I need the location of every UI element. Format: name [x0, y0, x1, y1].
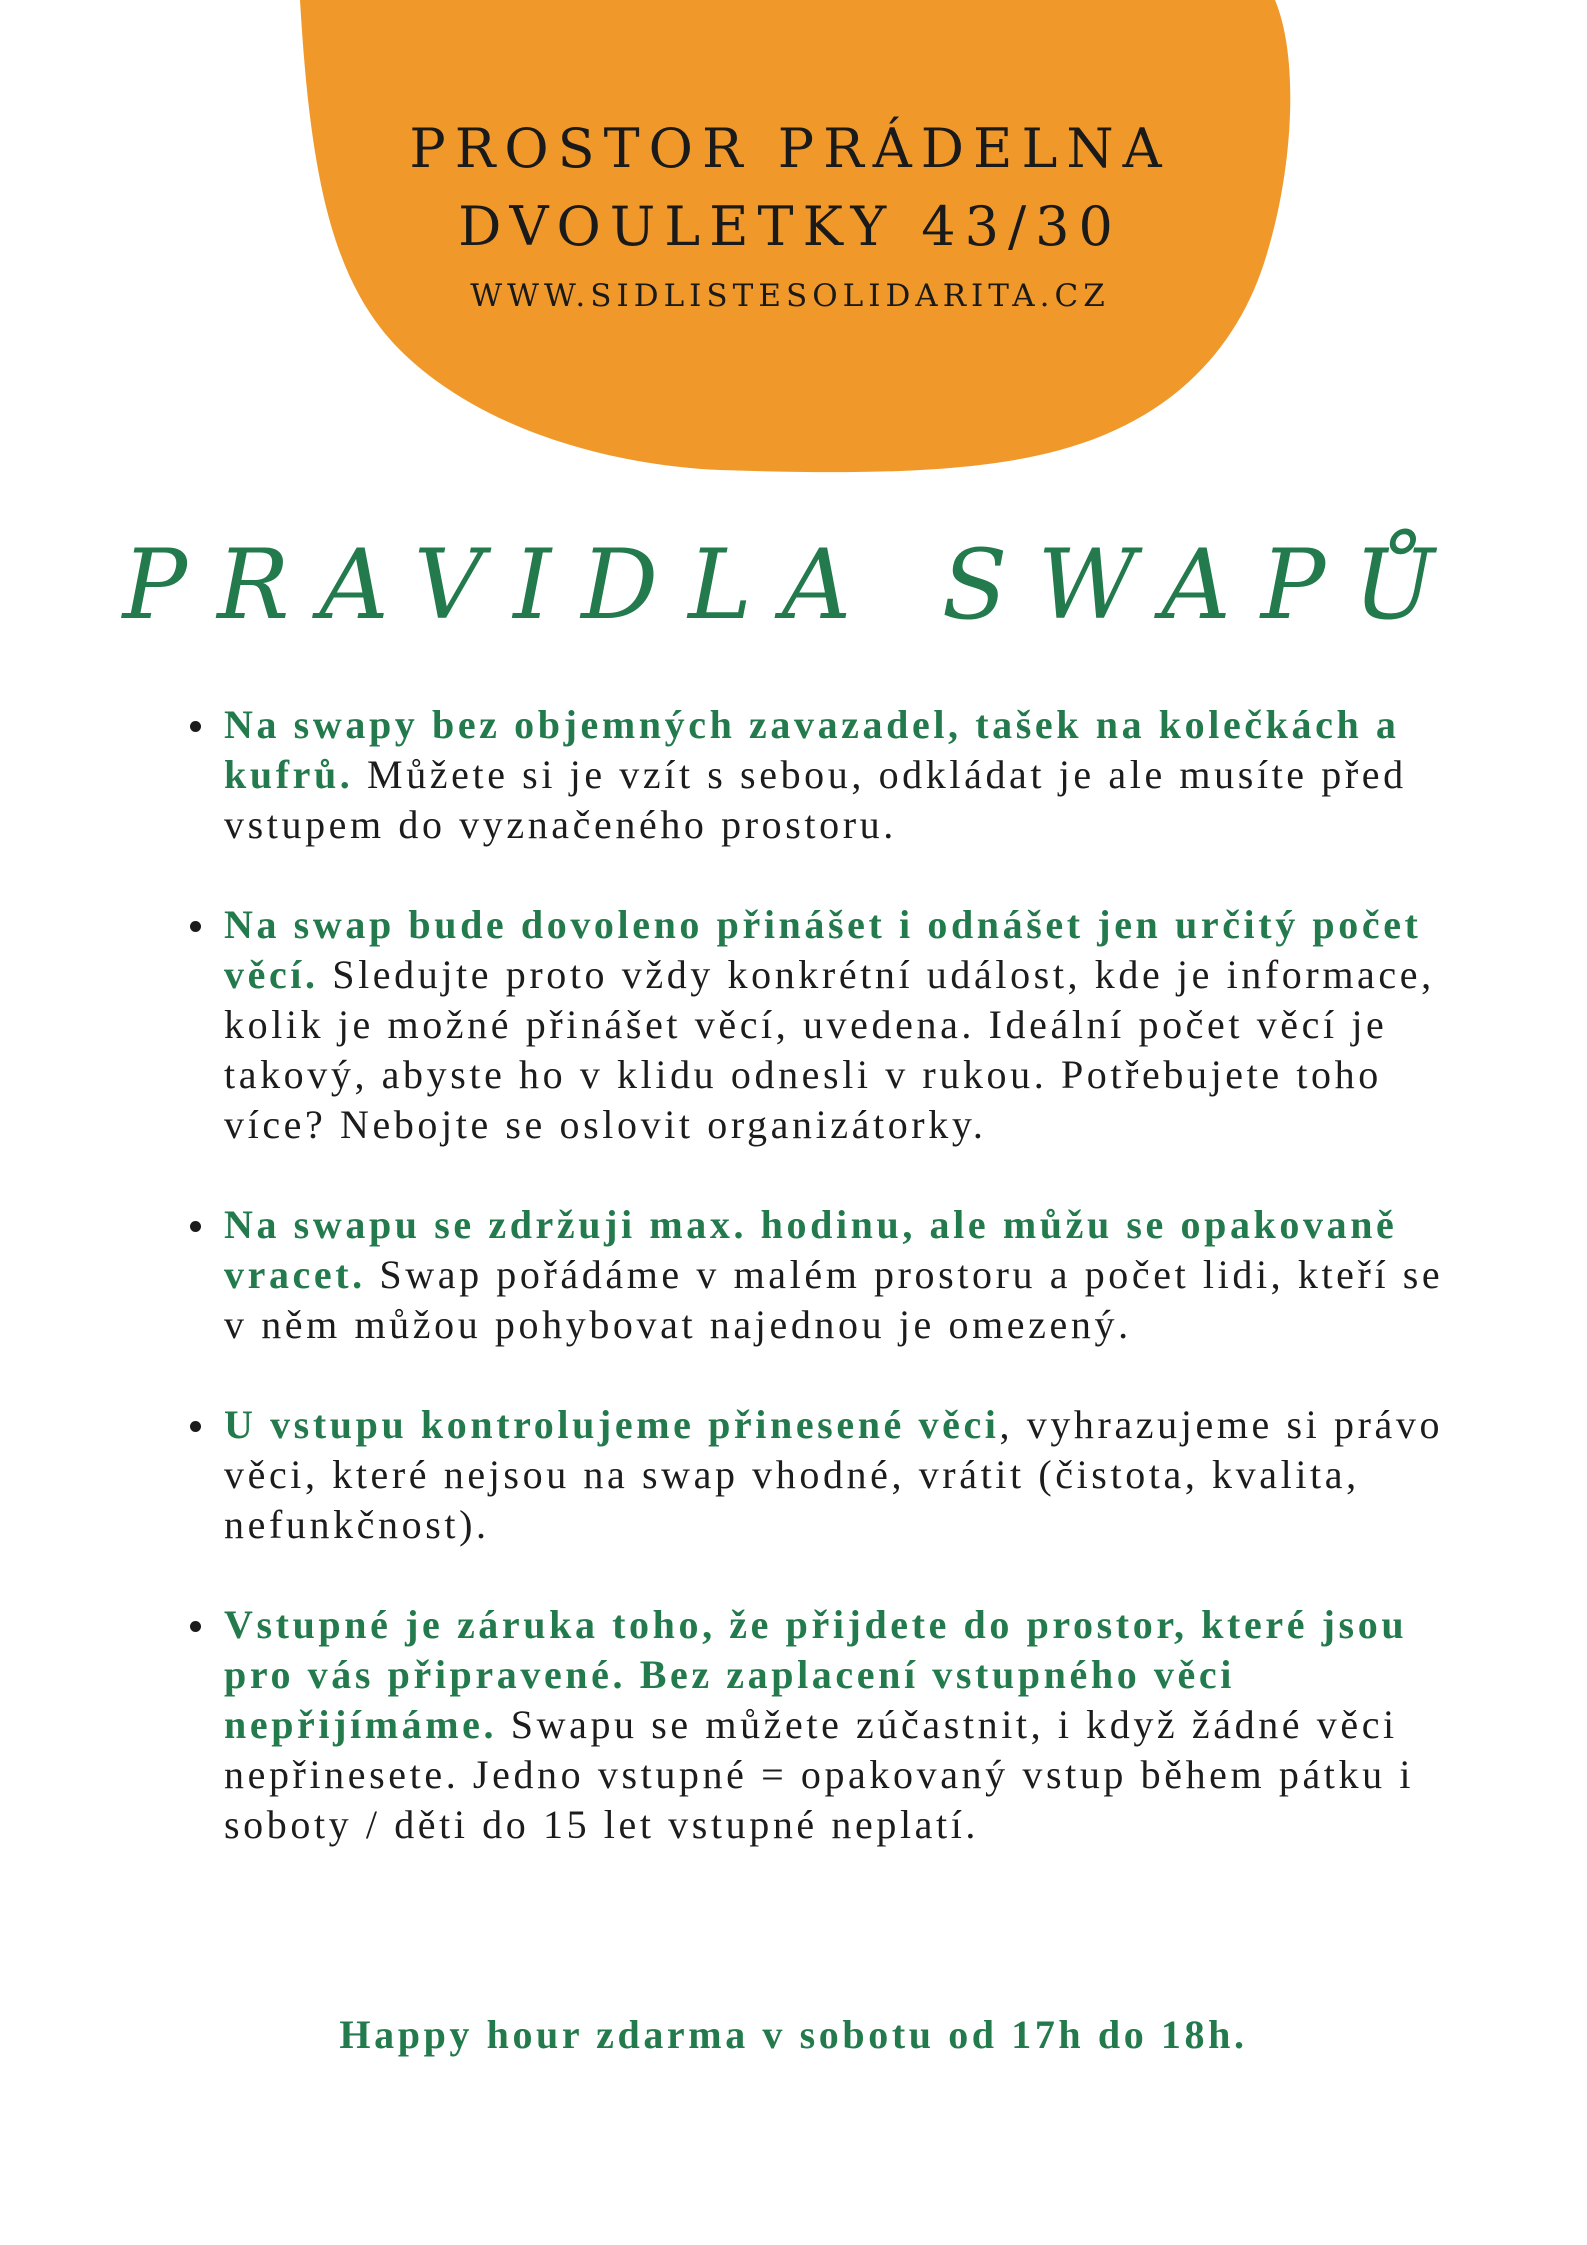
rule-highlight: Vstupné je záruka toho, že přijdete do prostor, které jsou pro vás připravené. Bez zaplacení vstupného věci nepřijímáme.: [224, 1602, 1408, 1747]
venue-name-line-1: PROSTOR PRÁDELNA: [409, 117, 1171, 180]
rule-highlight: U vstupu kontrolujeme přinesené věci: [224, 1402, 1000, 1447]
venue-name-line-2: DVOULETKY 43/30: [458, 195, 1122, 258]
rule-item: [190, 1400, 1460, 1550]
rule-highlight: Na swapu se zdržuji max. hodinu, ale můžu se opakovaně vracet.: [224, 1202, 1398, 1297]
rule-text: , vyhrazujeme si právo věci, které nejsou na swap vhodné, vrátit (čistota, kvalita, nefunkčnost).: [224, 1402, 1444, 1547]
rules-list: [190, 700, 1460, 1900]
rule-highlight: Na swap bude dovoleno přinášet i odnášet jen určitý počet věcí.: [224, 902, 1422, 997]
rule-text: Můžete si je vzít s sebou, odkládat je ale musíte před vstupem do vyznačeného prostoru.: [224, 752, 1407, 847]
rule-item: [190, 900, 1460, 1150]
rule-item: [190, 1200, 1460, 1350]
website-url: WWW.SIDLISTESOLIDARITA.CZ: [470, 278, 1110, 314]
rule-highlight: Na swapy bez objemných zavazadel, tašek na kolečkách a kufrů.: [224, 702, 1400, 797]
rule-item: [190, 1600, 1460, 1850]
rule-item: [190, 700, 1460, 850]
page-title: PRAVIDLA SWAPŮ: [122, 529, 1465, 641]
header: [0, 110, 1587, 326]
rule-text: Swap pořádáme v malém prostoru a počet lidi, kteří se v něm můžou pohybovat najednou je omezený.: [224, 1252, 1444, 1347]
rule-text: Sledujte proto vždy konkrétní událost, kde je informace, kolik je možné přinášet věcí, uvedena. Ideální počet věcí je takový, abyste ho v klidu odnesli v rukou. Potřebujete toho více? Nebojte se oslovit organizátorky.: [224, 952, 1435, 1147]
rule-text: Swapu se můžete zúčastnit, i když žádné věci nepřinesete. Jedno vstupné = opakovaný vstup během pátku i soboty / děti do 15 let vstupné neplatí.: [224, 1702, 1415, 1847]
happy-hour-note: Happy hour zdarma v sobotu od 17h do 18h.: [339, 2012, 1248, 2057]
